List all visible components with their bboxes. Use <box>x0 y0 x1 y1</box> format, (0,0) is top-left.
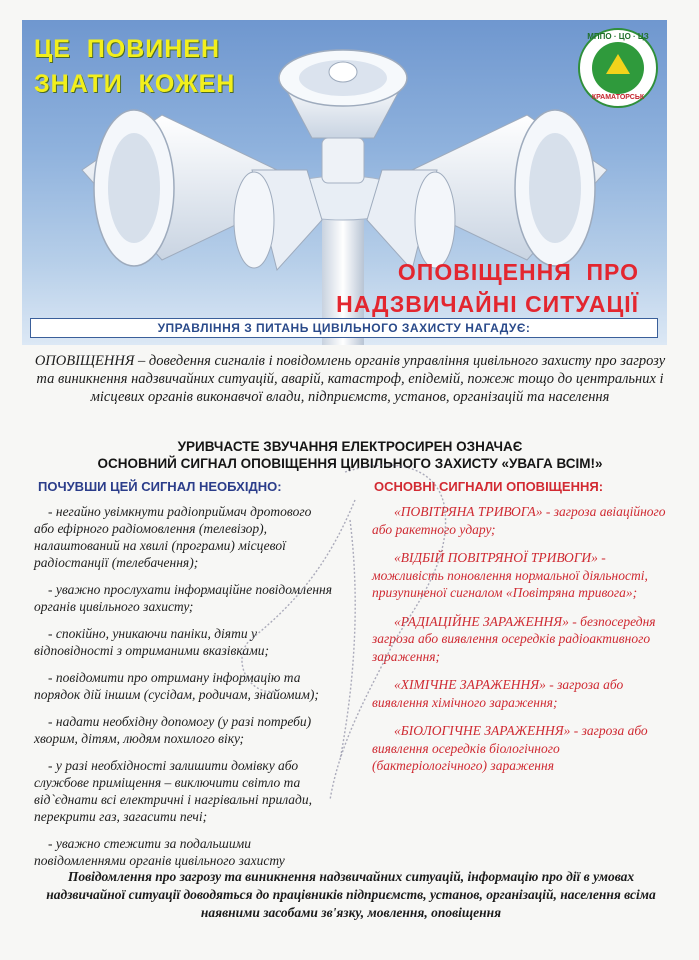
signal-heading-line-2: ОСНОВНИЙ СИГНАЛ ОПОВІЩЕННЯ ЦИВІЛЬНОГО ЗАХИСТУ «УВАГА ВСІМ!» <box>97 456 603 471</box>
list-item: - спокійно, уникаючи паніки, діяти у відповідності з отриманими вказівками; <box>34 626 269 658</box>
list-item: - негайно увімкнути радіоприймач дротового або ефірного радіомовлення (телевізор), налаштований на хвилі (програми) місцевої радіостанції (телебачення); <box>34 504 312 570</box>
triangle-icon <box>606 54 630 74</box>
signal-heading-line-1: УРИВЧАСТЕ ЗВУЧАННЯ ЕЛЕКТРОСИРЕН ОЗНАЧАЄ <box>177 439 523 454</box>
signal-heading <box>20 438 680 472</box>
notice-bar: УПРАВЛІННЯ З ПИТАНЬ ЦИВІЛЬНОГО ЗАХИСТУ НАГАДУЄ: <box>30 318 658 338</box>
signals-title: ОСНОВНІ СИГНАЛИ ОПОВІЩЕННЯ: <box>374 479 604 494</box>
list-item: «РАДІАЦІЙНЕ ЗАРАЖЕННЯ» - безпосередня загроза або виявлення осередків радіоактивного зараження; <box>372 613 656 664</box>
tagline <box>34 32 235 102</box>
signals-column <box>368 479 668 786</box>
list-item: - надати необхідну допомогу (у разі потреби) хворим, дітям, людям похилого віку; <box>34 714 312 746</box>
logo-bottom-text: КРАМАТОРСЬК <box>591 94 645 101</box>
definition-text: ОПОВІЩЕННЯ – доведення сигналів і повідомлень органів управління цивільного захисту про загрозу та виникнення надзвичайних ситуацій, аварій, катастроф, епідемій, пожеж тощо до центральних і місцевих органів виконавчої влади, підприємств, установ, організацій та населення <box>34 353 666 405</box>
list-item: «ВІДБІЙ ПОВІТРЯНОЇ ТРИВОГИ» - можливість поновлення нормальної діяльності, призупиненої сигналом «Повітряна тривога»; <box>372 550 648 600</box>
list-item: - уважно прослухати інформаційне повідомлення органів цивільного захисту; <box>34 582 333 614</box>
title-line-2: НАДЗВИЧАЙНІ СИТУАЦІЇ <box>336 291 639 317</box>
list-item: «ПОВІТРЯНА ТРИВОГА» - загроза авіаційного або ракетного удару; <box>372 504 666 537</box>
header-banner <box>22 20 667 345</box>
actions-column <box>34 479 334 879</box>
tagline-line-1: ЦЕ ПОВИНЕН <box>34 35 221 63</box>
list-item: «ХІМІЧНЕ ЗАРАЖЕННЯ» - загроза або виявлення хімічного зараження; <box>372 677 624 710</box>
signals-list <box>372 503 668 775</box>
civil-defense-logo <box>578 28 658 108</box>
list-item: - у разі необхідності залишити домівку або службове приміщення – виключити світло та від`єднати всі електричні і нагрівальні прилади, перекрити газ, загасити печі; <box>34 758 313 824</box>
page-title <box>336 256 639 320</box>
list-item: «БІОЛОГІЧНЕ ЗАРАЖЕННЯ» - загроза або виявлення осередків біологічного (бактеріологічного) зараження <box>372 723 648 773</box>
actions-list <box>34 503 334 869</box>
list-item: - повідомити про отриману інформацію та порядок дій іншим (сусідам, родичам, знайомим); <box>34 670 319 702</box>
list-item: - уважно стежити за подальшими повідомленнями органів цивільного захисту <box>34 836 285 868</box>
tagline-line-2: ЗНАТИ КОЖЕН <box>34 70 236 98</box>
title-line-1: ОПОВІЩЕННЯ ПРО <box>397 259 639 285</box>
actions-title: ПОЧУВШИ ЦЕЙ СИГНАЛ НЕОБХІДНО: <box>38 479 282 494</box>
logo-top-text: МППО · ЦО · ЦЗ <box>587 32 649 41</box>
footer-text: Повідомлення про загрозу та виникнення надзвичайних ситуацій, інформацію про дії в умовах надзвичайної ситуації доводяться до працівників підприємств, установ, організацій, населення всіма наявними засобами зв'язку, мовлення, оповіщення <box>46 869 656 920</box>
